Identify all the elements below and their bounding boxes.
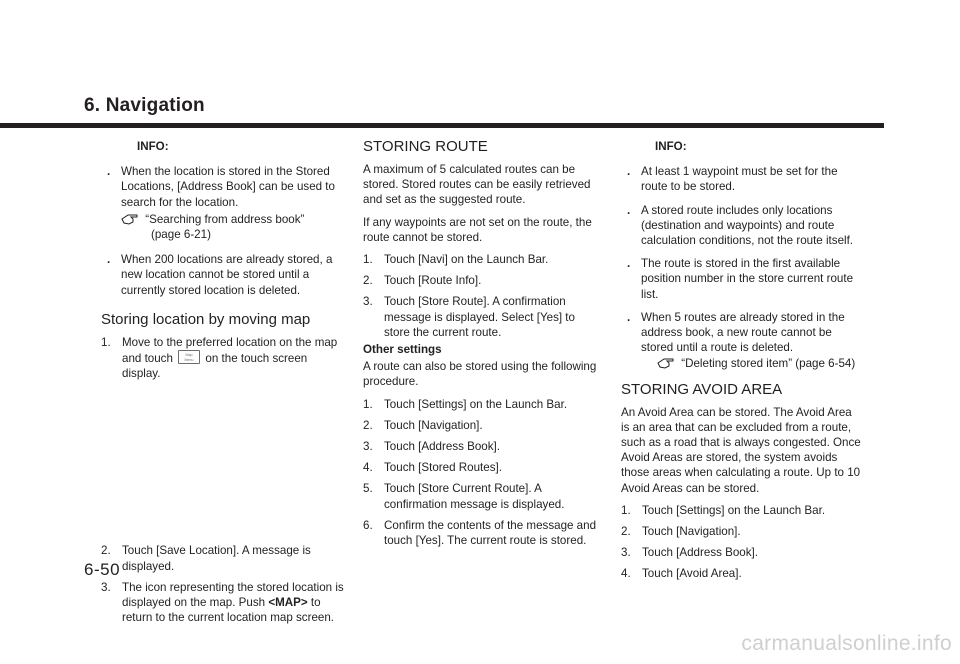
- column-right: [621, 139, 863, 588]
- cross-reference-link[interactable]: [101, 212, 345, 242]
- map-icon-label-bottom: Menu: [184, 358, 194, 363]
- step-number: 2.: [363, 418, 373, 432]
- paragraph: If any waypoints are not set on the route, the route cannot be stored.: [363, 215, 592, 244]
- info-label: INFO:: [137, 140, 169, 153]
- paragraph: An Avoid Area can be stored. The Avoid Area is an area that can be excluded from a route, such as a road that is always congested. Once Avoid Areas are stored, the system avoids those areas when calculating a route. Up to 10 Avoid Areas can be stored.: [621, 405, 861, 495]
- bullet-dot: .: [107, 253, 111, 267]
- procedure-step: [363, 418, 603, 433]
- page-number: 6-50: [84, 560, 121, 579]
- step-text: Touch [Store Route]. A confirmation message is displayed. Select [Yes] to store the current route.: [384, 295, 575, 339]
- column-middle: [363, 139, 603, 554]
- step-number: 5.: [363, 482, 373, 496]
- bullet-dot: .: [107, 165, 111, 179]
- step-number: 1.: [101, 335, 111, 349]
- step-number: 3.: [363, 295, 373, 309]
- step-number: 4.: [363, 461, 373, 475]
- step-number: 2.: [101, 544, 111, 558]
- page-header-title: 6. Navigation: [84, 95, 205, 116]
- pointing-hand-icon: [657, 357, 675, 369]
- step-number: 1.: [621, 503, 631, 517]
- step-text: Touch [Navi] on the Launch Bar.: [384, 253, 549, 267]
- paragraph: A maximum of 5 calculated routes can be stored. Stored routes can be easily retrieved and set as the suggested route.: [363, 163, 591, 207]
- step-text: to return to the current location map screen.: [122, 596, 335, 625]
- procedure-step: [363, 439, 603, 454]
- procedure-step: [101, 580, 345, 626]
- procedure-step: [621, 503, 863, 518]
- procedure-step: [363, 481, 603, 511]
- step-text: on the touch screen display.: [122, 352, 308, 381]
- section-title: Storing location by moving map: [101, 310, 311, 328]
- section-title: STORING AVOID AREA: [621, 380, 783, 398]
- step-text: The icon representing the stored location is displayed on the map. Push: [122, 580, 344, 610]
- step-number: 3.: [101, 580, 111, 594]
- bullet-dot: .: [627, 165, 631, 179]
- step-list: [363, 252, 603, 340]
- step-list: [363, 397, 603, 549]
- step-text: Touch [Address Book].: [642, 546, 758, 560]
- step-number: 3.: [621, 546, 631, 560]
- step-number: 6.: [363, 518, 373, 532]
- step-text: Touch [Navigation].: [642, 525, 741, 539]
- column-left: [101, 139, 345, 631]
- procedure-step: [363, 460, 603, 475]
- bullet-dot: .: [627, 203, 631, 217]
- map-menu-button-icon: [178, 350, 200, 364]
- section-title: STORING ROUTE: [363, 138, 488, 155]
- watermark: carmanualsonline.info: [741, 632, 952, 655]
- step-text: Touch [Route Info].: [384, 274, 482, 288]
- step-text: Touch [Stored Routes].: [384, 461, 502, 475]
- step-text: Touch [Avoid Area].: [642, 567, 742, 581]
- procedure-step: [621, 524, 863, 539]
- figure-space: [101, 387, 345, 543]
- pointing-hand-icon: [121, 213, 139, 225]
- cross-reference-link[interactable]: [621, 356, 863, 371]
- bullet-text: When the location is stored in the Stored Locations, [Address Book] can be used to search for the location.: [121, 165, 335, 209]
- info-label: INFO:: [655, 140, 687, 153]
- reference-text: “Deleting stored item” (page 6-54): [681, 357, 856, 371]
- reference-text: “Searching from address book”: [145, 212, 305, 226]
- info-bullet: [101, 252, 345, 298]
- paragraph: A route can also be stored using the following procedure.: [363, 360, 597, 389]
- step-number: 4.: [621, 567, 631, 581]
- procedure-step: [363, 397, 603, 412]
- step-number: 1.: [363, 397, 373, 411]
- bullet-text: The route is stored in the first available position number in the store current route list.: [641, 257, 854, 301]
- step-text: Move to the preferred location on the map and touch: [122, 335, 338, 366]
- bullet-text: When 200 locations are already stored, a new location cannot be stored until a currently stored location is deleted.: [121, 253, 333, 297]
- bullet-text: A stored route includes only locations (destination and waypoints) and route calculation conditions, not the route itself.: [641, 203, 854, 248]
- bullet-text: When 5 routes are already stored in the address book, a new route cannot be stored until a route is deleted.: [641, 310, 845, 355]
- info-bullet: [101, 164, 345, 210]
- step-text: Touch [Settings] on the Launch Bar.: [642, 503, 826, 517]
- reference-page: (page 6-21): [151, 228, 211, 242]
- info-bullet: [621, 203, 863, 249]
- step-number: 2.: [363, 274, 373, 288]
- procedure-step: [363, 273, 603, 288]
- step-text: Confirm the contents of the message and touch [Yes]. The current route is stored.: [384, 518, 597, 548]
- header-rule: [0, 123, 884, 128]
- map-key: <MAP>: [268, 596, 308, 610]
- procedure-step: [363, 294, 603, 340]
- info-bullet: [621, 164, 863, 194]
- bullet-dot: .: [627, 257, 631, 271]
- info-bullet: [621, 256, 863, 302]
- procedure-step: [363, 518, 603, 548]
- step-text: Touch [Address Book].: [384, 440, 500, 454]
- step-text: Touch [Settings] on the Launch Bar.: [384, 397, 568, 411]
- step-text: Touch [Store Current Route]. A confirmation message is displayed.: [384, 482, 565, 511]
- procedure-step: [101, 335, 345, 382]
- step-number: 2.: [621, 525, 631, 539]
- subsection-title: Other settings: [363, 343, 442, 357]
- procedure-step: [621, 566, 863, 581]
- info-bullet: [621, 310, 863, 356]
- procedure-step: [363, 252, 603, 267]
- bullet-dot: .: [627, 310, 631, 324]
- step-list: [621, 503, 863, 582]
- step-number: 3.: [363, 440, 373, 454]
- bullet-text: At least 1 waypoint must be set for the route to be stored.: [641, 165, 838, 194]
- step-text: Touch [Save Location]. A message is displayed.: [122, 544, 311, 573]
- step-number: 1.: [363, 253, 373, 267]
- procedure-step: [621, 545, 863, 560]
- procedure-step: [101, 543, 345, 573]
- step-text: Touch [Navigation].: [384, 418, 483, 432]
- map-icon-label-top: Map: [185, 353, 193, 358]
